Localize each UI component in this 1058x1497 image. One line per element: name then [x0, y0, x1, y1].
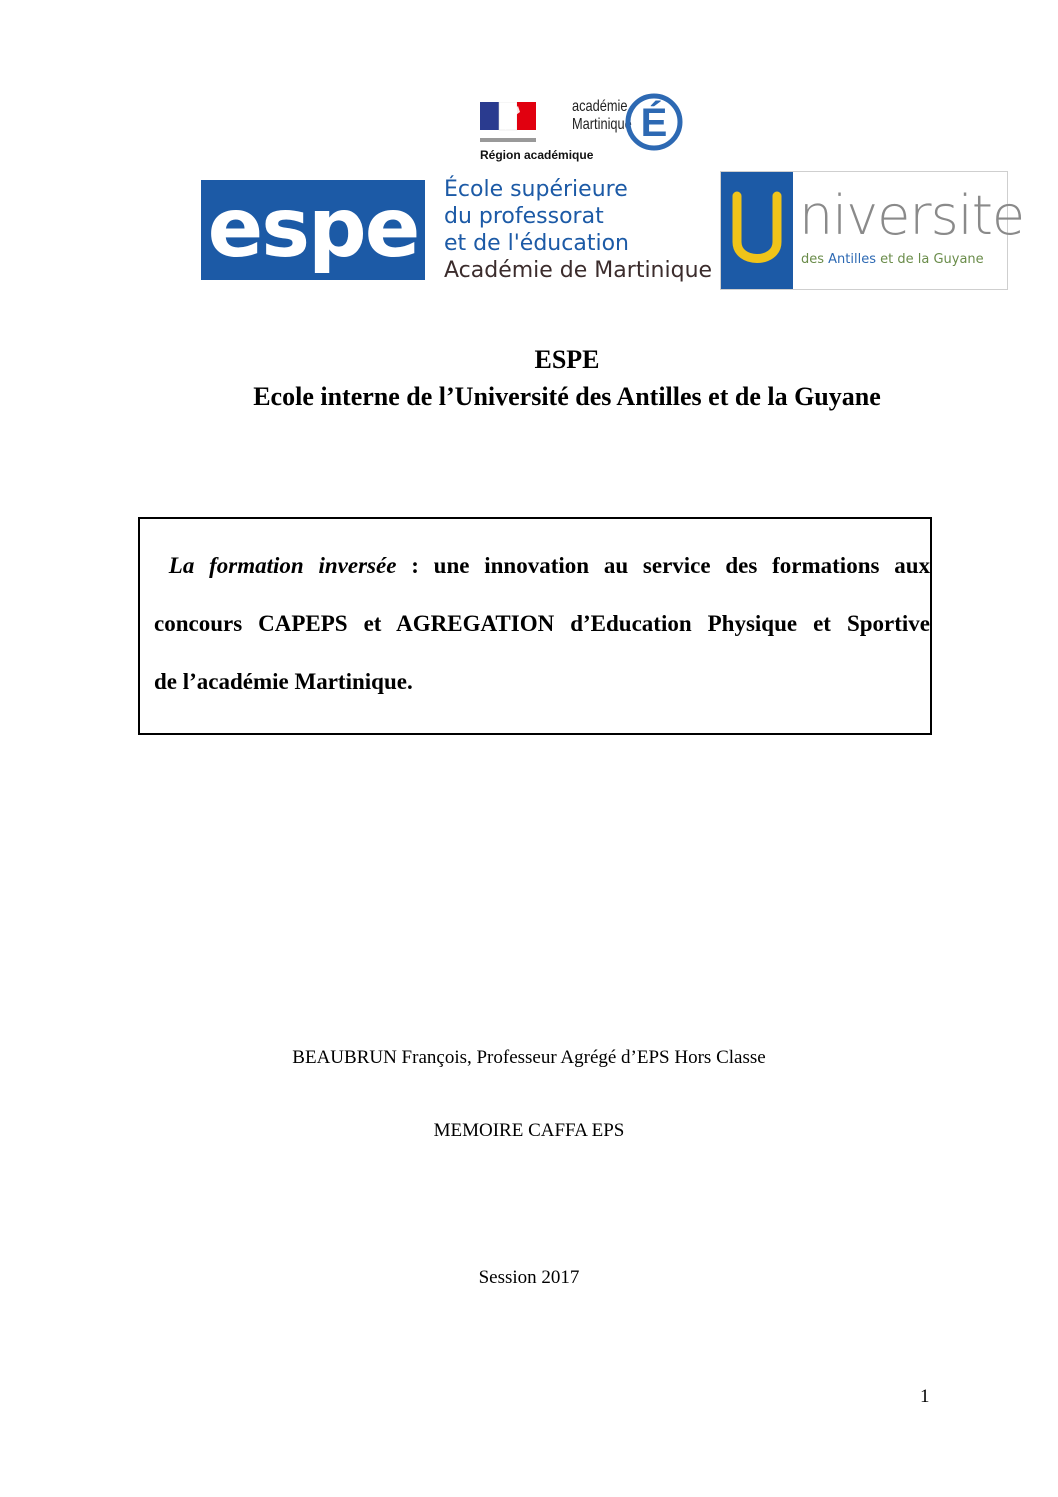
heading-espe: ESPE [534, 345, 600, 374]
espe-logo [201, 180, 425, 280]
thesis-title-line-1-rest: : une innovation au service des formations aux [396, 553, 931, 578]
heading-school-name: Ecole interne de l’Université des Antilles et de la Guyane [253, 382, 881, 411]
universite-antilles-guyane-logo [720, 171, 1025, 290]
thesis-title-box [138, 517, 932, 735]
thesis-title-line-1 [154, 537, 930, 595]
universite-sub-part1: des [801, 252, 829, 267]
french-republic-flag-icon [480, 102, 536, 136]
region-academique-logo [476, 72, 686, 164]
region-academique-label: Région académique [480, 148, 594, 162]
academie-e-icon [612, 78, 686, 152]
martinique-word: Martinique [572, 116, 632, 133]
universite-logo-blue-panel [721, 172, 793, 289]
thesis-title-line-3: de l’académie Martinique. [154, 669, 413, 694]
universite-word: niversite [799, 184, 1025, 247]
espe-line-3: et de l'éducation [444, 231, 629, 256]
universite-subtitle [801, 252, 984, 267]
espe-full-name [444, 176, 712, 284]
espe-line-1: École supérieure [444, 177, 628, 202]
academie-word: académie [572, 98, 628, 115]
universite-u-icon [721, 172, 793, 289]
universite-u-letter: U [721, 172, 722, 173]
academie-e-letter: É [640, 101, 668, 145]
memoire-line: MEMOIRE CAFFA EPS [433, 1120, 625, 1141]
universite-sub-part2: Antilles [828, 252, 876, 267]
thesis-title-italic: La formation inversée [168, 553, 397, 578]
espe-line-2: du professorat [444, 204, 604, 229]
republique-francaise-caption [480, 138, 536, 142]
page-number: 1 [920, 1386, 930, 1407]
author-line: BEAUBRUN François, Professeur Agrégé d’EPS Hors Classe [292, 1047, 766, 1068]
session-line: Session 2017 [478, 1267, 580, 1288]
espe-line-4: Académie de Martinique [444, 258, 713, 283]
universite-sub-part3: et de la Guyane [876, 252, 984, 267]
thesis-title-line-2: concours CAPEPS et AGREGATION d’Education Physique et Sportive [154, 611, 930, 636]
espe-wordmark-text: espe [207, 181, 419, 276]
thesis-title [154, 537, 930, 711]
espe-wordmark-icon [201, 180, 425, 280]
